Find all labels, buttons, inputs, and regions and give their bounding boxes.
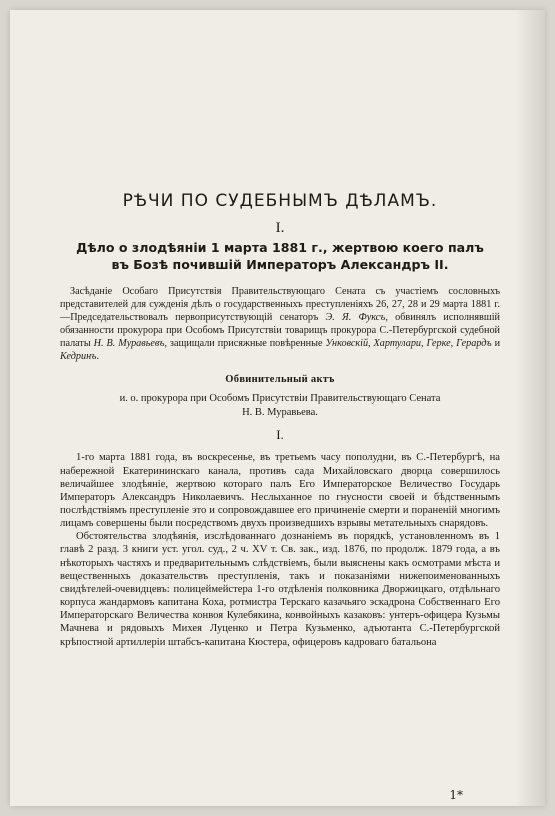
act-subtitle xyxy=(60,392,500,420)
prosecutor-name: Н. В. Муравьевъ xyxy=(93,338,165,350)
page xyxy=(10,10,545,806)
senator-name: Э. Я. Фуксъ xyxy=(325,312,386,324)
session-text-3: , защищали присяжные повѣренные xyxy=(164,338,326,350)
section-numeral: I. xyxy=(275,220,285,237)
session-paragraph xyxy=(60,285,500,363)
page-number: 1* xyxy=(449,788,463,802)
act-title: Обвинительный актъ xyxy=(225,374,335,386)
case-title xyxy=(60,239,500,273)
case-title-line-1: Дѣло о злодѣяніи 1 марта 1881 г., жертвою коего палъ xyxy=(76,240,484,256)
body-paragraph-1: 1-го марта 1881 года, въ воскресенье, въ третьемъ часу пополудни, въ С.-Петербургѣ, на набережной Екатерининскаго канала, противъ сада Михайловскаго дворца совершилось величайшее злодѣяніе, жертвою котораго палъ Его Императорское Величество Государь Императоръ Александръ Николаевичъ. Неслыханное по гнусности своей и бѣдственнымъ послѣдствіямъ преступленіе это и сопровождавшее его причиненіе смерти и пораненій многимъ лицамъ совершены были посредствомъ двухъ произведшихъ взрывы метательныхъ снарядовъ. xyxy=(60,452,500,530)
page-content xyxy=(60,191,501,649)
session-end: . xyxy=(96,351,100,363)
session-text-1: Засѣданіе Особаго Присутствія Правительствующаго Сената съ участіемъ сословныхъ представителей для сужденія дѣлъ о государственныхъ преступленіяхъ 26, 27, 28 и 29 марта 1881 г.—Председательствовалъ первоприсутствующій сенаторъ xyxy=(60,286,500,324)
act-subtitle-line-1: и. о. прокурора при Особомъ Присутствіи Правительствующаго Сената xyxy=(119,393,441,405)
body-paragraph-2: Обстоятельства злодѣянія, изслѣдованнаго дознаніемъ въ порядкѣ, установленномъ въ 1 главѣ 2 разд. 3 книги уст. угол. суд., 2 ч. XV т. Св. зак., изд. 1876, по продолж. 1879 года, а въ нѣкоторыхъ частяхъ и предварительнымъ слѣдствіемъ, были выяснены какъ осмотрами мѣста и вещественныхъ доказательствъ преступленія, такъ и показаніями нижепоименованныхъ свидѣтелей-очевидцевъ: полицеймейстера 1-го отдѣленія полковника Дворжицкаго, отдѣльнаго корпуса жандармовъ капитана Коха, ротмистра Терскаго казачьяго эскадрона Собственнаго Его Императорскаго Величества конвоя Кулебякина, конвойныхъ казаковъ: унтеръ-офицера Кузьмы Мачнева и рядовыхъ Михея Луценко и Петра Кузьменко, адъютанта С.-Петербургской крѣпостной артиллеріи штабсъ-капитана Кюстера, офицеровъ кадроваго батальона xyxy=(60,531,500,648)
defenders-names-1: Унковскій, Хартулари, Герке, Герардъ xyxy=(325,338,492,350)
main-title: РѢЧИ ПО СУДЕБНЫМЪ ДѢЛАМЪ. xyxy=(122,191,438,211)
act-subtitle-line-2: Н. В. Муравьева. xyxy=(242,407,318,419)
page-edge-shadow xyxy=(515,10,545,806)
defenders-names-2: Кедринъ xyxy=(60,351,97,363)
subsection-numeral: I. xyxy=(276,427,284,443)
case-title-line-2: въ Бозѣ почившій Императоръ Александръ II. xyxy=(111,257,449,273)
session-and: и xyxy=(491,338,501,350)
session-text-2: , обвинялъ исполнявшій обязанности прокурора при Особомъ Присутствіи товарищъ прокурора С.-Петербургской судебной палаты xyxy=(60,312,500,350)
